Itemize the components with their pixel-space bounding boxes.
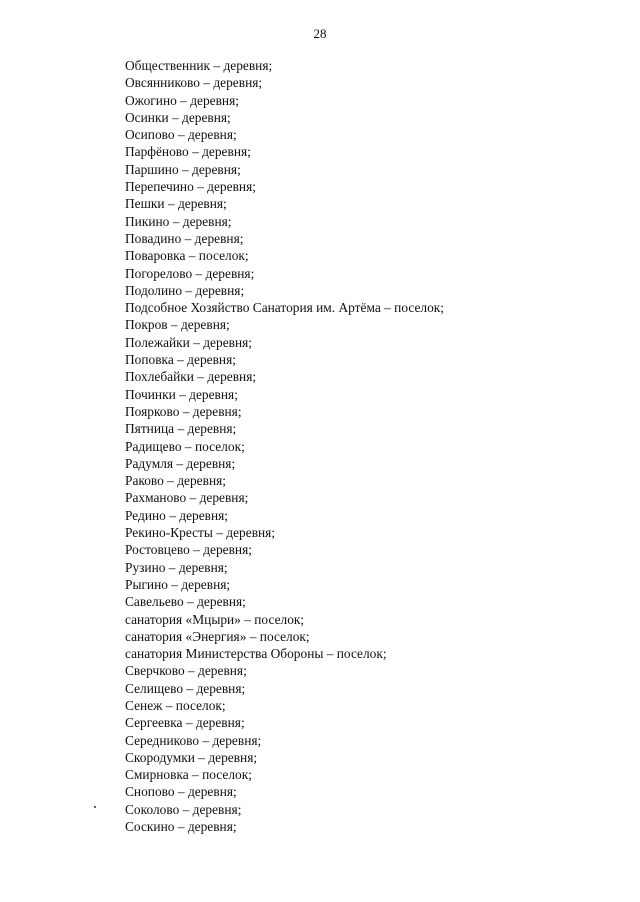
settlement-entry: Овсянниково – деревня; bbox=[125, 75, 263, 91]
settlement-entry: Редино – деревня; bbox=[125, 507, 229, 523]
settlement-entry: Середниково – деревня; bbox=[125, 732, 262, 748]
settlement-entry: Паршино – деревня; bbox=[125, 161, 241, 177]
settlement-entry: Смирновка – поселок; bbox=[125, 767, 252, 783]
settlement-entry: санатория Министерства Обороны – поселок; bbox=[125, 646, 387, 662]
settlement-entry: санатория «Энергия» – поселок; bbox=[125, 628, 310, 644]
settlement-entry: Похлебайки – деревня; bbox=[125, 369, 257, 385]
settlement-entry: санатория «Мцыри» – поселок; bbox=[125, 611, 305, 627]
settlement-entry: Раково – деревня; bbox=[125, 473, 226, 489]
settlement-entry: Починки – деревня; bbox=[125, 386, 238, 402]
settlement-entry: Повадино – деревня; bbox=[125, 230, 244, 246]
settlement-entry: Покров – деревня; bbox=[125, 317, 230, 333]
settlement-entry: Скородумки – деревня; bbox=[125, 749, 258, 765]
settlement-entry: Полежайки – деревня; bbox=[125, 334, 253, 350]
settlement-entry: Пятница – деревня; bbox=[125, 421, 237, 437]
settlement-entry: Пешки – деревня; bbox=[125, 196, 227, 212]
settlement-entry: Осинки – деревня; bbox=[125, 109, 231, 125]
settlement-entry: Селищево – деревня; bbox=[125, 680, 246, 696]
settlement-entry: Радищево – поселок; bbox=[125, 438, 245, 454]
settlement-entry: Погорелово – деревня; bbox=[125, 265, 255, 281]
settlement-entry: Ожогино – деревня; bbox=[125, 92, 239, 108]
settlement-entry: Рахманово – деревня; bbox=[125, 490, 249, 506]
settlement-entry: Радумля – деревня; bbox=[125, 455, 236, 471]
settlement-list bbox=[125, 57, 444, 835]
settlement-entry: Снопово – деревня; bbox=[125, 784, 237, 800]
settlement-entry: Парфёново – деревня; bbox=[125, 144, 251, 160]
settlement-entry: Сергеевка – деревня; bbox=[125, 715, 245, 731]
settlement-entry: Общественник – деревня; bbox=[125, 58, 273, 73]
settlement-entry: Осипово – деревня; bbox=[125, 127, 237, 143]
scan-speck bbox=[94, 806, 96, 808]
page-number: 28 bbox=[313, 26, 327, 41]
settlement-entry: Подолино – деревня; bbox=[125, 282, 245, 298]
settlement-entry: Рекино-Кресты – деревня; bbox=[125, 525, 276, 541]
settlement-entry: Перепечино – деревня; bbox=[125, 179, 256, 195]
settlement-entry: Подсобное Хозяйство Санатория им. Артёма – поселок; bbox=[125, 300, 445, 316]
settlement-entry: Соколово – деревня; bbox=[125, 801, 242, 817]
settlement-entry: Сверчково – деревня; bbox=[125, 663, 247, 679]
settlement-entry: Пикино – деревня; bbox=[125, 213, 232, 229]
settlement-entry: Поваровка – поселок; bbox=[125, 248, 249, 264]
settlement-entry: Савельево – деревня; bbox=[125, 594, 246, 610]
settlement-entry: Рыгино – деревня; bbox=[125, 576, 231, 592]
settlement-entry: Поярково – деревня; bbox=[125, 403, 242, 419]
settlement-entry: Ростовцево – деревня; bbox=[125, 542, 252, 558]
settlement-entry: Поповка – деревня; bbox=[125, 352, 236, 368]
settlement-entry: Соскино – деревня; bbox=[125, 819, 237, 835]
settlement-entry: Сенеж – поселок; bbox=[125, 697, 226, 713]
settlement-entry: Рузино – деревня; bbox=[125, 559, 228, 575]
